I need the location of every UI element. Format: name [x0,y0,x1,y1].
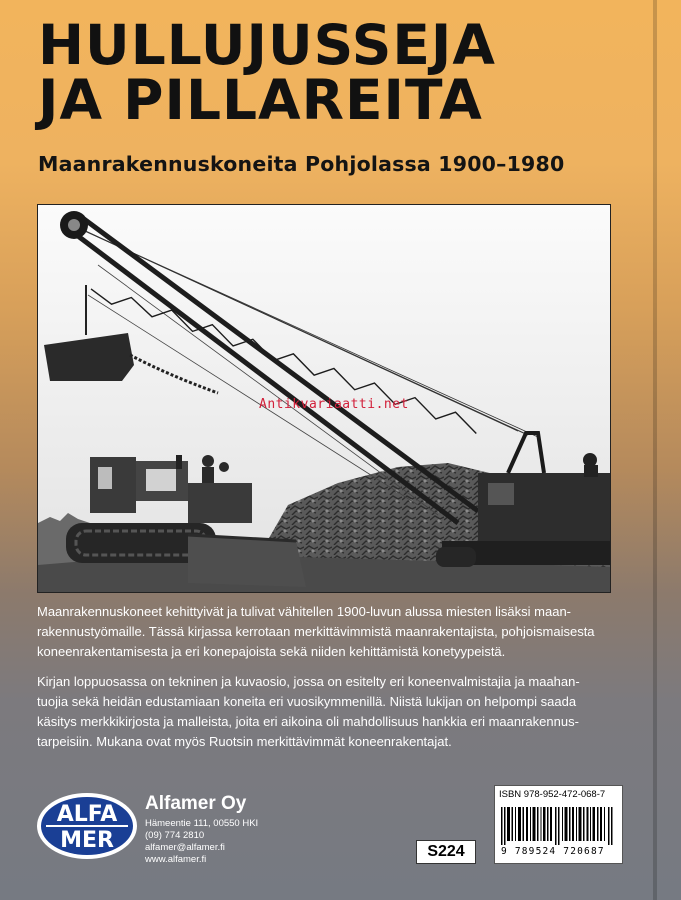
book-title [38,13,496,132]
logo-text-top: ALFA [56,802,118,827]
blurb-line: tarpeisiin. Mukana ovat myös Ruotsin merkittävimmät koneenrakentajat. [37,734,452,749]
barcode-icon [501,807,615,845]
catalog-code: S224 [416,840,476,864]
blurb-line: Kirjan loppuosassa on tekninen ja kuvaosio, jossa on esitelty eri koneenvalmistajia ja maahan- [37,674,580,689]
publisher-website: www.alfamer.fi [145,854,207,865]
publisher-address: Hämeentie 111, 00550 HKI [145,818,259,829]
blurb-line: käsitys merkkikirjosta ja malleista, joita eri aikoina oli mahdollisuus hankkia eri maanrakennus- [37,714,579,729]
barcode-digits: 9 789524 720687 [501,846,605,857]
cover-spine-edge [653,0,657,900]
blurb-paragraph-2 [37,672,622,752]
watermark-text: Antikvariaatti.net [259,397,409,412]
blurb-line: rakennustyömaille. Tässä kirjassa kerrotaan merkittävimmistä maanrakentajista, pohjoismaisesta [37,624,595,639]
blurb-line: Maanrakennuskoneet kehittyivät ja tulivat vähitellen 1900-luvun alussa miesten lisäksi maan- [37,604,572,619]
publisher-contact [145,818,258,866]
alfamer-logo [36,791,138,861]
publisher-email: alfamer@alfamer.fi [145,842,225,853]
book-subtitle: Maanrakennuskoneita Pohjolassa 1900–1980 [38,152,565,176]
blurb-line: koneenrakentamisesta ja eri konepajoista sekä niiden kehittämistä konetyypeistä. [37,644,506,659]
blurb-line: tuojia sekä heidän edustamiaan koneita eri vuosikymmenillä. Niistä lukijan on helpompi saada [37,694,577,709]
title-line-2: JA PILLAREITA [38,68,483,132]
isbn-barcode-box [494,785,623,864]
title-line-1: HULLUJUSSEJA [38,13,496,77]
logo-text-bottom: MER [60,828,114,853]
publisher-name: Alfamer Oy [145,793,247,814]
isbn-label: ISBN 978-952-472-068-7 [499,789,606,800]
publisher-phone: (09) 774 2810 [145,830,205,841]
blurb-paragraph-1 [37,602,622,662]
